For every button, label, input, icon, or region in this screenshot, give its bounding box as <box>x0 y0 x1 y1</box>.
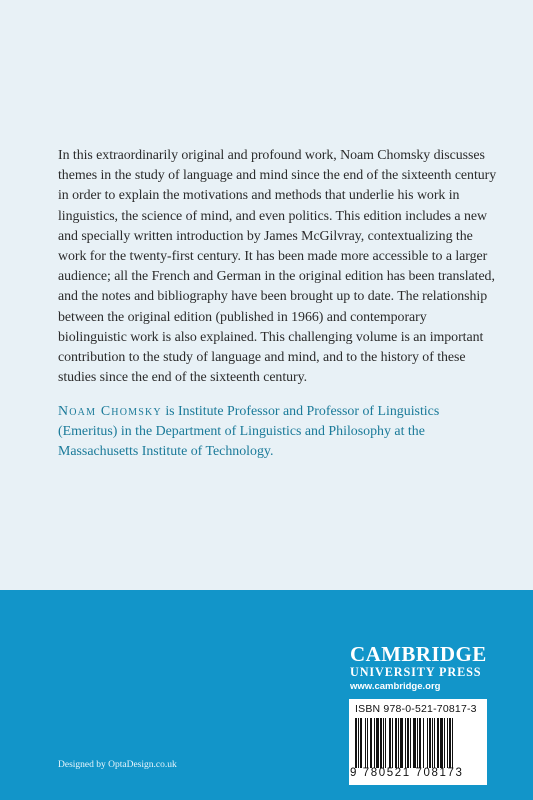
barcode-bars <box>355 718 481 768</box>
author-name: Noam Chomsky <box>58 404 162 419</box>
publisher-subtitle: UNIVERSITY PRESS <box>350 665 482 679</box>
author-bio-text: is Institute Professor and Professor of Linguistics (Emeritus) in the Department of Linguistics and Philosophy at the Massachusetts Institute of Technology. <box>58 404 440 460</box>
barcode-digits: 9 780521 708173 <box>350 767 464 779</box>
publisher-url: www.cambridge.org <box>350 681 441 692</box>
designer-credit: Designed by OptaDesign.co.uk <box>58 760 177 770</box>
publisher-name: CAMBRIDGE <box>350 642 487 666</box>
isbn-barcode <box>349 699 487 785</box>
publisher-logo <box>350 643 490 694</box>
author-bio <box>58 402 498 463</box>
isbn-label: ISBN 978-0-521-70817-3 <box>355 703 477 715</box>
book-blurb: In this extraordinarily original and profound work, Noam Chomsky discusses themes in the study of language and mind since the end of the sixteenth century in order to explain the motivations and methods that underlie his work in linguistics, the science of mind, and even politics. This edition includes a new and specially written introduction by James McGilvray, contextualizing the work for the twenty-first century. It has been made more accessible to a larger audience; all the French and German in the original edition has been translated, and the notes and bibliography have been brought up to date. The relationship between the original edition (published in 1966) and contemporary biolinguistic work is also explained. This challenging volume is an important contribution to the study of language and mind, and to the history of these studies since the end of the sixteenth century. <box>58 148 497 386</box>
